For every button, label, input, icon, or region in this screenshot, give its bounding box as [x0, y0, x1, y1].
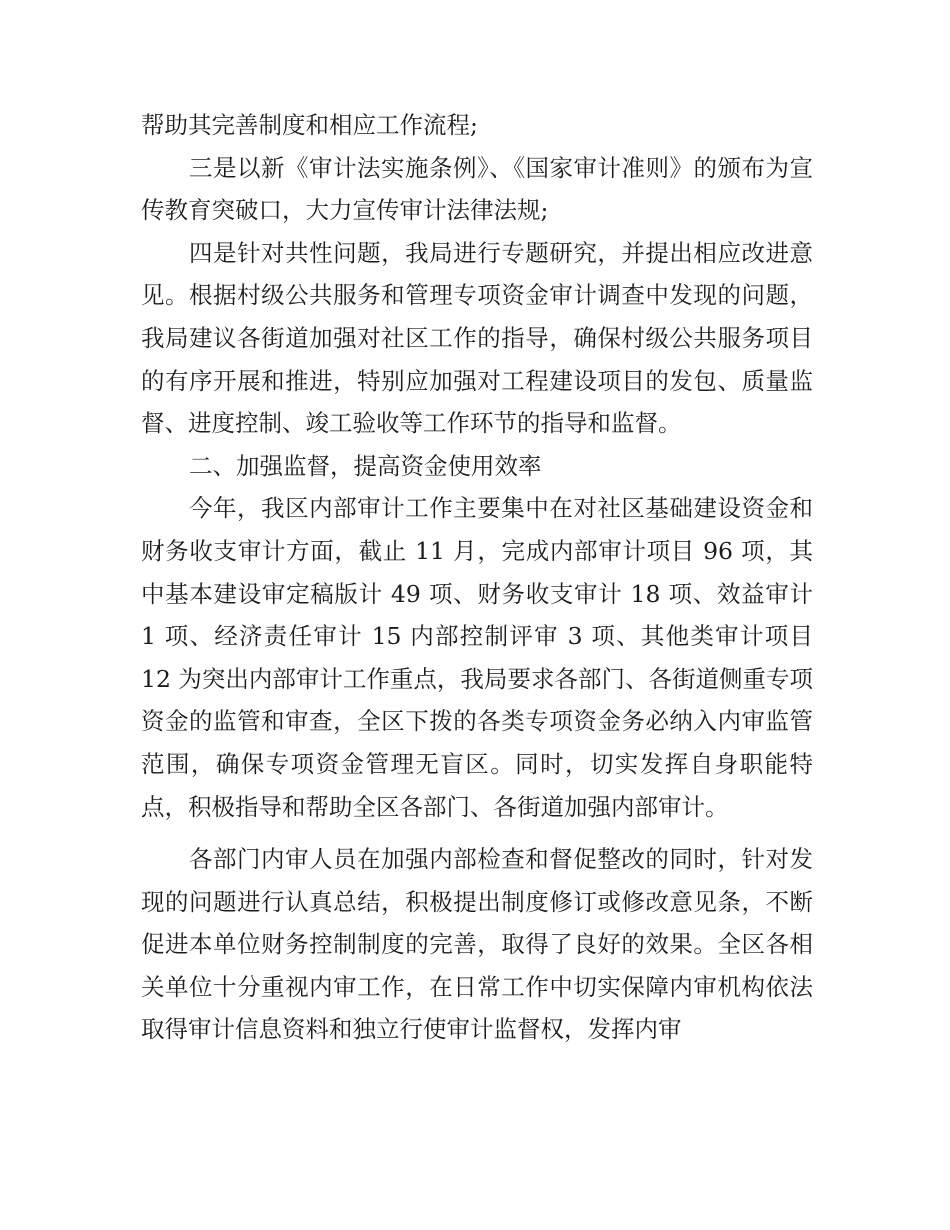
paragraph-4: 今年，我区内部审计工作主要集中在对社区基础建设资金和财务收支审计方面，截止 11 月，完成内部审计项目 96 项，其中基本建设审定稿版计 49 项、财务收支审计 18 项、效益审计 1 项、经济责任审计 15 内部控制评审 3 项、其他类审计项目 12 为突出内部审计工作重点，我局要求各部门、各街道侧重专项资金的监管和审查，全区下拨的各类专项资金务必纳入内审监管范围，确保专项资金管理无盲区。同时，切实发挥自身职能特点，积极指导和帮助全区各部门、各街道加强内部审计。	[141, 494, 813, 821]
document-body	[141, 104, 813, 1051]
paragraph-1: 帮助其完善制度和相应工作流程;	[141, 111, 478, 139]
paragraph-3: 四是针对共性问题，我局进行专题研究，并提出相应改进意见。根据村级公共服务和管理专项资金审计调查中发现的问题，我局建议各街道加强对社区工作的指导，确保村级公共服务项目的有序开展和推进，特别应加强对工程建设项目的发包、质量监督、进度控制、竣工验收等工作环节的指导和监督。	[141, 238, 813, 438]
paragraph-5: 各部门内审人员在加强内部检查和督促整改的同时，针对发现的问题进行认真总结，积极提出制度修订或修改意见条，不断促进本单位财务控制制度的完善，取得了良好的效果。全区各相关单位十分重视内审工作，在日常工作中切实保障内审机构依法取得审计信息资料和独立行使审计监督权，发挥内审	[141, 845, 813, 1044]
section-heading-2: 二、加强监督，提高资金使用效率	[189, 451, 542, 480]
paragraph-2: 三是以新《审计法实施条例》、《国家审计准则》的颁布为宣传教育突破口，大力宣传审计法律法规;	[141, 153, 813, 225]
